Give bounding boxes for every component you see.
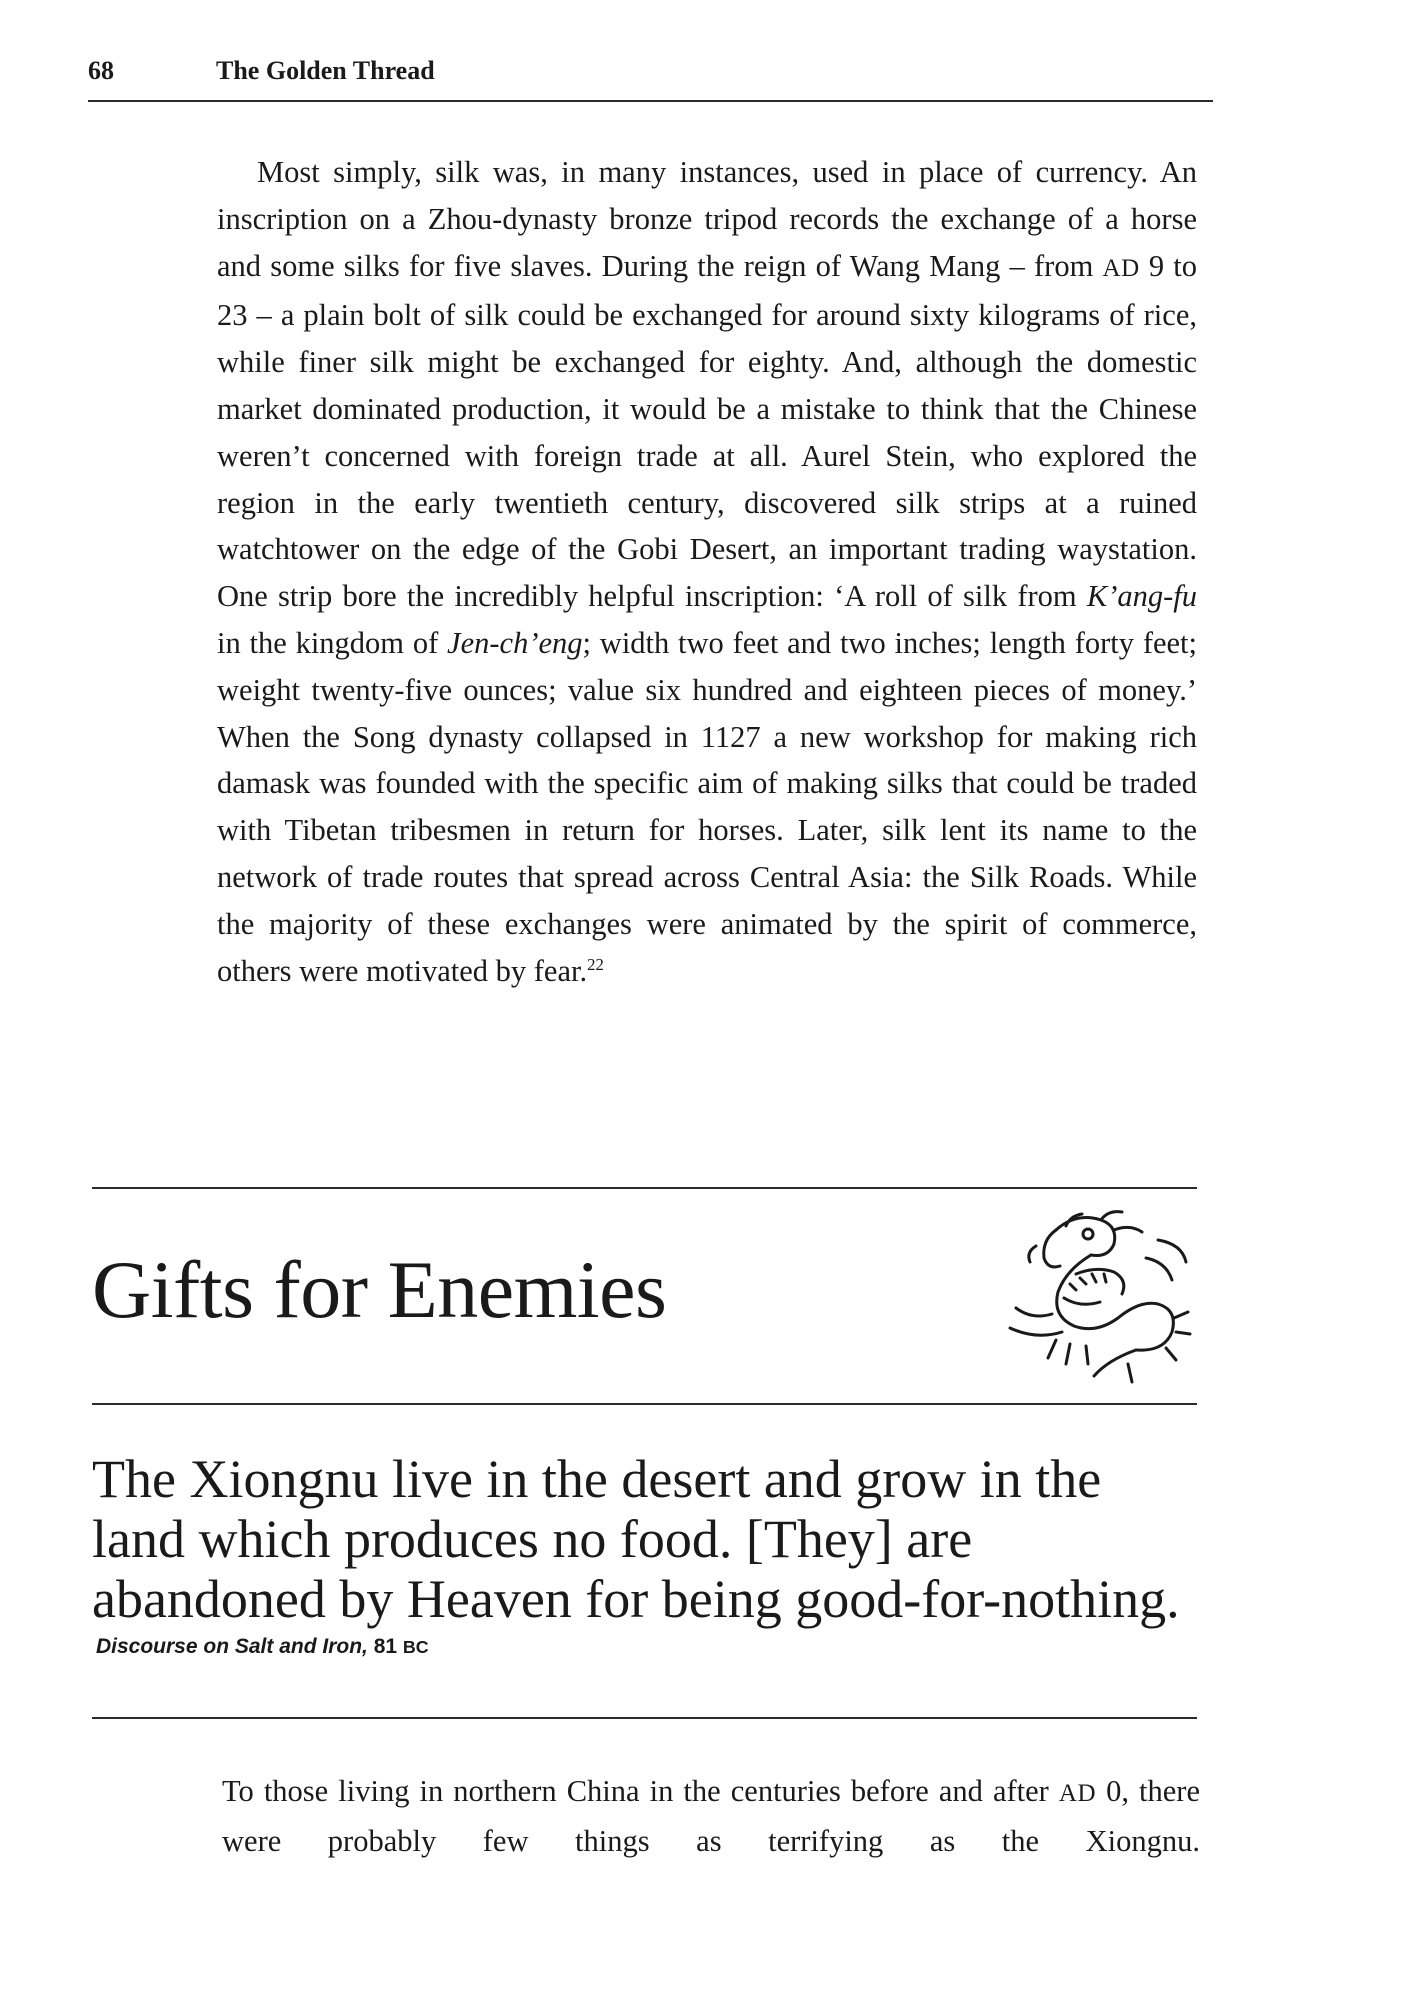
text-run: To those living in northern China in the centuries before and after: [222, 1774, 1059, 1808]
page-number: 68: [88, 56, 114, 85]
section-title: Gifts for Enemies: [92, 1244, 667, 1335]
era-ad: AD: [1102, 254, 1140, 282]
epigraph-rule: [92, 1717, 1197, 1719]
text-run: 0, there were probably few things as terrifying as the Xiongnu.: [222, 1774, 1200, 1858]
section-rule-bottom: [92, 1403, 1197, 1405]
text-run: in the kingdom of: [217, 625, 448, 660]
paragraph-currency: [217, 149, 1197, 994]
place-name: Jen-ch’eng: [447, 625, 583, 660]
running-header: [88, 56, 1213, 102]
section-rule-top: [92, 1187, 1197, 1189]
era-ad: AD: [1058, 1780, 1097, 1807]
body-paragraph: [217, 149, 1197, 994]
place-name: K’ang-fu: [1086, 579, 1197, 614]
text-run: Most simply, silk was, in many instances, used in place of currency. An inscription on a Zhou-dynasty bronze tripod records the exchange of a horse and some silks for five slaves. During the reign of Wang Mang – from: [217, 155, 1197, 283]
paragraph-xiongnu: [222, 1768, 1200, 1865]
epigraph-quote: The Xiongnu live in the desert and grow in the land which produces no food. [They] are abandoned by Heaven for being good-for-nothing.: [92, 1449, 1180, 1629]
footnote-ref: 22: [587, 954, 604, 974]
text-run: 9 to 23 – a plain bolt of silk could be exchanged for around sixty kilograms of rice, while finer silk might be exchanged for eighty. And, although the domestic market dominated production, it would be a mistake to think that the Chinese weren’t concerned with foreign trade at all. Aurel Stein, who explored the region in the early twentieth century, discovered silk strips at a ruined watchtower on the edge of the Gobi Desert, an important trading waystation. One strip bore the incredibly helpful inscription: ‘A roll of silk from: [217, 248, 1197, 614]
text-run: ; width two feet and two inches; length forty feet; weight twenty-five ounces; value six hundred and eighteen pieces of money.’ When the Song dynasty collapsed in 1127 a new workshop for making rich damask was founded with the specific aim of making silks that could be traded with Tibetan tribesmen in return for horses. Later, silk lent its name to the network of trade routes that spread across Central Asia: the Silk Roads. While the majority of these exchanges were animated by the spirit of commerce, others were motivated by fear.: [217, 625, 1197, 988]
epigraph-attribution: [96, 1635, 429, 1659]
era-bc: BC: [402, 1637, 429, 1657]
body-paragraph-xiongnu: [222, 1768, 1200, 1865]
source-year: 81: [367, 1635, 403, 1658]
running-title: The Golden Thread: [216, 56, 435, 85]
source-title: Discourse on Salt and Iron,: [96, 1635, 368, 1658]
dragon-icon: [996, 1200, 1196, 1390]
